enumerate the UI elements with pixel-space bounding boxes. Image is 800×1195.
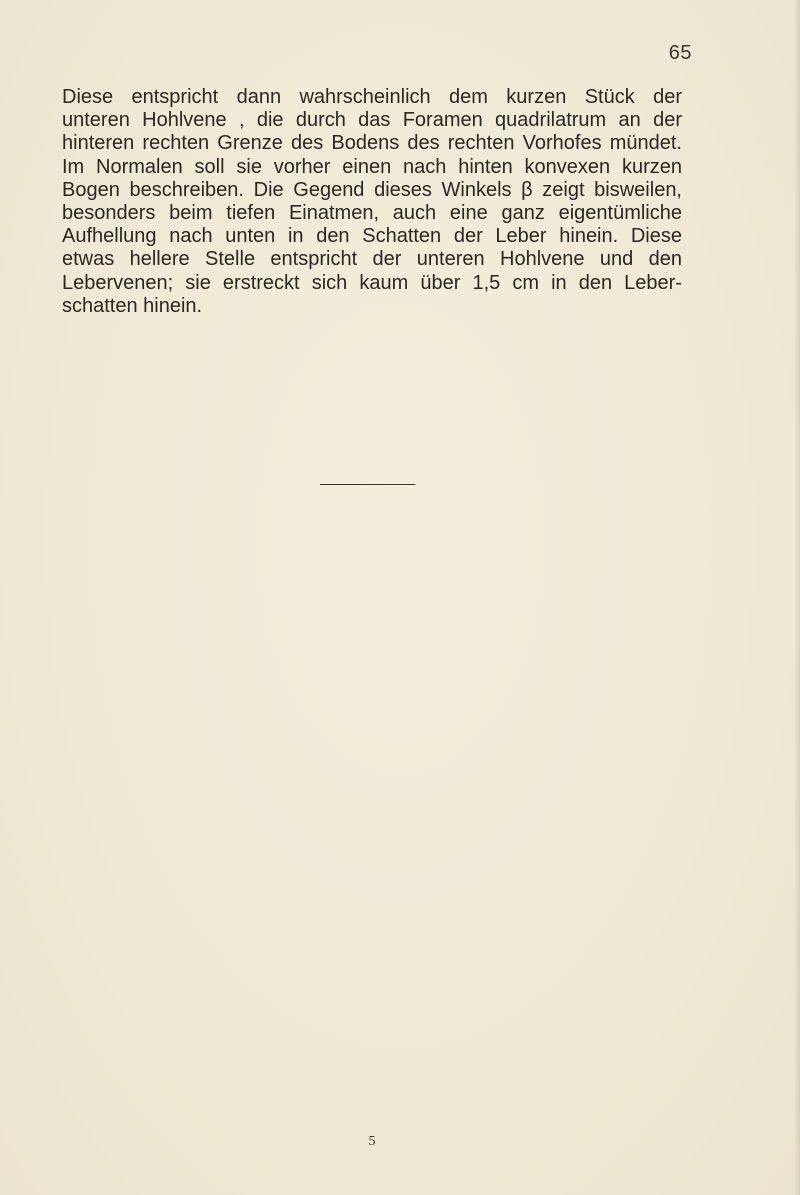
section-divider-rule [320, 484, 415, 485]
text-line: Aufhellung nach unten in den Schatten der Leber hinein. Diese [62, 225, 682, 248]
text-line: Im Normalen soll sie vorher einen nach hinten konvexen kurzen [62, 155, 682, 178]
text-line: unteren Hohlvene , die durch das Foramen quadrilatrum an der [62, 109, 682, 132]
text-line: besonders beim tiefen Einatmen, auch eine ganz eigentümliche [62, 202, 682, 225]
text-line: Bogen beschreiben. Die Gegend dieses Winkels β zeigt bisweilen, [62, 178, 682, 201]
text-line: hinteren rechten Grenze des Bodens des rechten Vorhofes mündet. [62, 132, 682, 155]
body-paragraph [62, 86, 682, 318]
text-line: Lebervenen; sie erstreckt sich kaum über 1,5 cm in den Leber- [62, 271, 682, 294]
text-line: schatten hinein. [62, 294, 203, 317]
page-number: 65 [668, 42, 692, 64]
text-line: Diese entspricht dann wahrscheinlich dem kurzen Stück der [62, 86, 682, 108]
signature-mark: 5 [368, 1134, 376, 1149]
text-line: etwas hellere Stelle entspricht der unteren Hohlvene und den [62, 248, 682, 271]
page-edge-shadow [794, 0, 800, 1195]
